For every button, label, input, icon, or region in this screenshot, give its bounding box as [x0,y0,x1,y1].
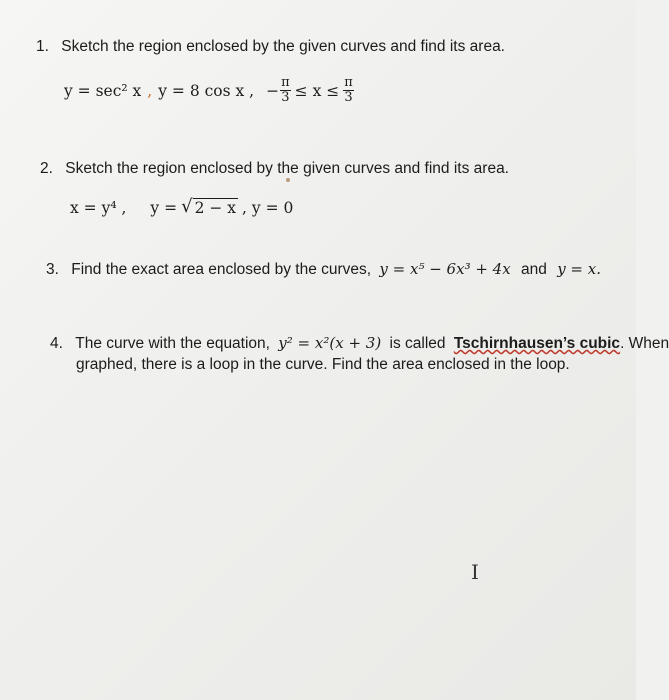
problem-3 [46,258,601,281]
fraction [280,76,291,105]
inequality: ≤ x ≤ [294,81,340,100]
inline-math: y = x⁵ − 6x³ + 4x [379,260,511,278]
minus-sign: − [266,81,280,100]
problem-prompt: Find the exact area enclosed by the curves, [71,261,372,278]
problem-number: 3. [46,261,59,278]
problem-number: 1. [36,38,49,55]
problem-1 [36,36,505,58]
fraction [343,76,354,105]
problem-prompt: . When [620,335,669,352]
radical-sign: √ [181,196,193,217]
equation-term: , y = 0 [242,198,294,217]
square-root [181,198,238,217]
curve-name: Tschirnhausen’s cubic [453,335,621,352]
problem-4 [50,332,669,355]
inline-math: y = x. [557,260,601,278]
problem-prompt: Sketch the region enclosed by the given curves and find its area. [65,160,509,177]
problem-number: 2. [40,160,53,177]
fraction-numerator: π [344,75,353,90]
fraction-denominator: 3 [281,90,290,105]
problem-2 [40,158,509,180]
problem-prompt: Sketch the region enclosed by the given curves and find its area. [61,38,505,55]
equation-term: y = 8 cos x , [158,81,255,100]
equation-term: y = sec² x [64,81,142,100]
fraction-numerator: π [281,75,290,90]
problem-2-equation [70,198,293,217]
problem-number: 4. [50,335,63,352]
conjunction: and [521,261,547,278]
equation-separator: , [147,81,153,100]
equation-term: y = [150,198,178,217]
radicand: 2 − x [194,199,237,217]
equation-term: x = y⁴ , [70,198,127,217]
fraction-denominator: 3 [344,90,353,105]
problem-prompt: is called [389,335,446,352]
inline-math: y² = x²(x + 3) [278,334,382,352]
text-cursor-icon: I [471,560,479,584]
problem-4-line-2: graphed, there is a loop in the curve. Find the area enclosed in the loop. [76,356,570,373]
problem-1-equation [64,76,355,105]
paper-mark [286,178,290,182]
problem-prompt: The curve with the equation, [75,335,270,352]
